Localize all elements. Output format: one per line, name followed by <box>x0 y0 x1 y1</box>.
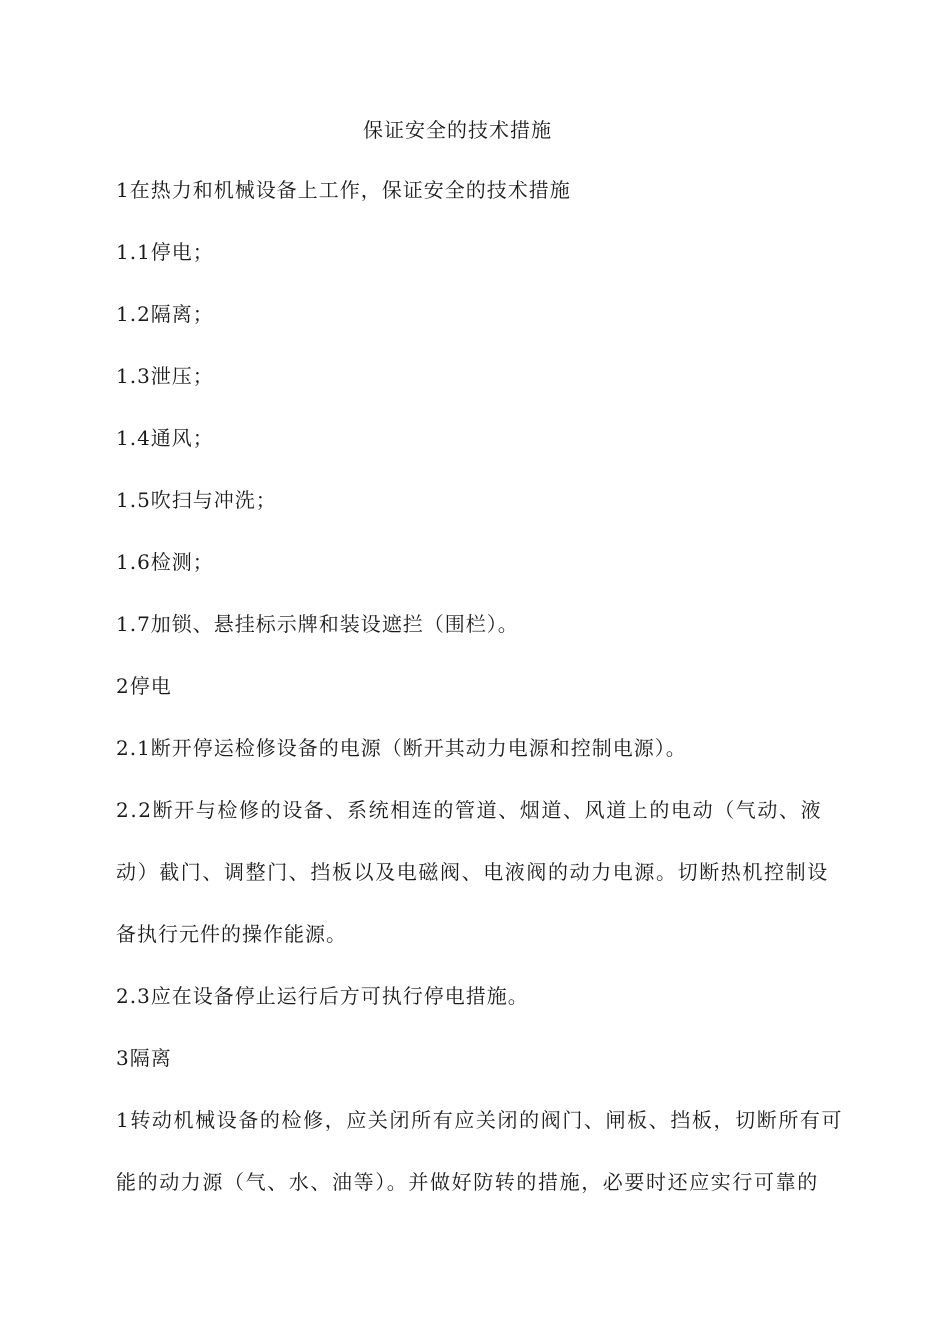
section-heading-2: 2停电 <box>116 674 172 698</box>
paragraph-3-1-line-2: 能的动力源（气、水、油等）。并做好防转的措施，必要时还应实行可靠的 <box>116 1170 819 1194</box>
paragraph-2-2-line-1: 2.2断开与检修的设备、系统相连的管道、烟道、风道上的电动（气动、液 <box>116 798 823 822</box>
paragraph-2-2-line-3: 备执行元件的操作能源。 <box>116 922 347 946</box>
list-item-1-4: 1.4通风； <box>116 426 214 450</box>
list-item-1-2: 1.2隔离； <box>116 302 214 326</box>
list-item-1-5: 1.5吹扫与冲洗； <box>116 488 277 512</box>
list-item-1-1: 1.1停电； <box>116 240 214 264</box>
list-item-2-1: 2.1断开停运检修设备的电源（断开其动力电源和控制电源）。 <box>116 736 687 760</box>
list-item-1-3: 1.3泄压； <box>116 364 214 388</box>
list-item-1-6: 1.6检测； <box>116 550 214 574</box>
section-heading-3: 3隔离 <box>116 1046 172 1070</box>
section-heading-1: 1在热力和机械设备上工作，保证安全的技术措施 <box>116 178 571 202</box>
document-title: 保证安全的技术措施 <box>363 118 552 142</box>
list-item-1-7: 1.7加锁、悬挂标示牌和装设遮拦（围栏）。 <box>116 612 519 636</box>
paragraph-3-1-line-1: 1转动机械设备的检修，应关闭所有应关闭的阀门、闸板、挡板，切断所有可 <box>116 1108 844 1132</box>
paragraph-2-2-line-2: 动）截门、调整门、挡板以及电磁阀、电液阀的动力电源。切断热机控制设 <box>116 860 829 884</box>
list-item-2-3: 2.3应在设备停止运行后方可执行停电措施。 <box>116 984 529 1008</box>
